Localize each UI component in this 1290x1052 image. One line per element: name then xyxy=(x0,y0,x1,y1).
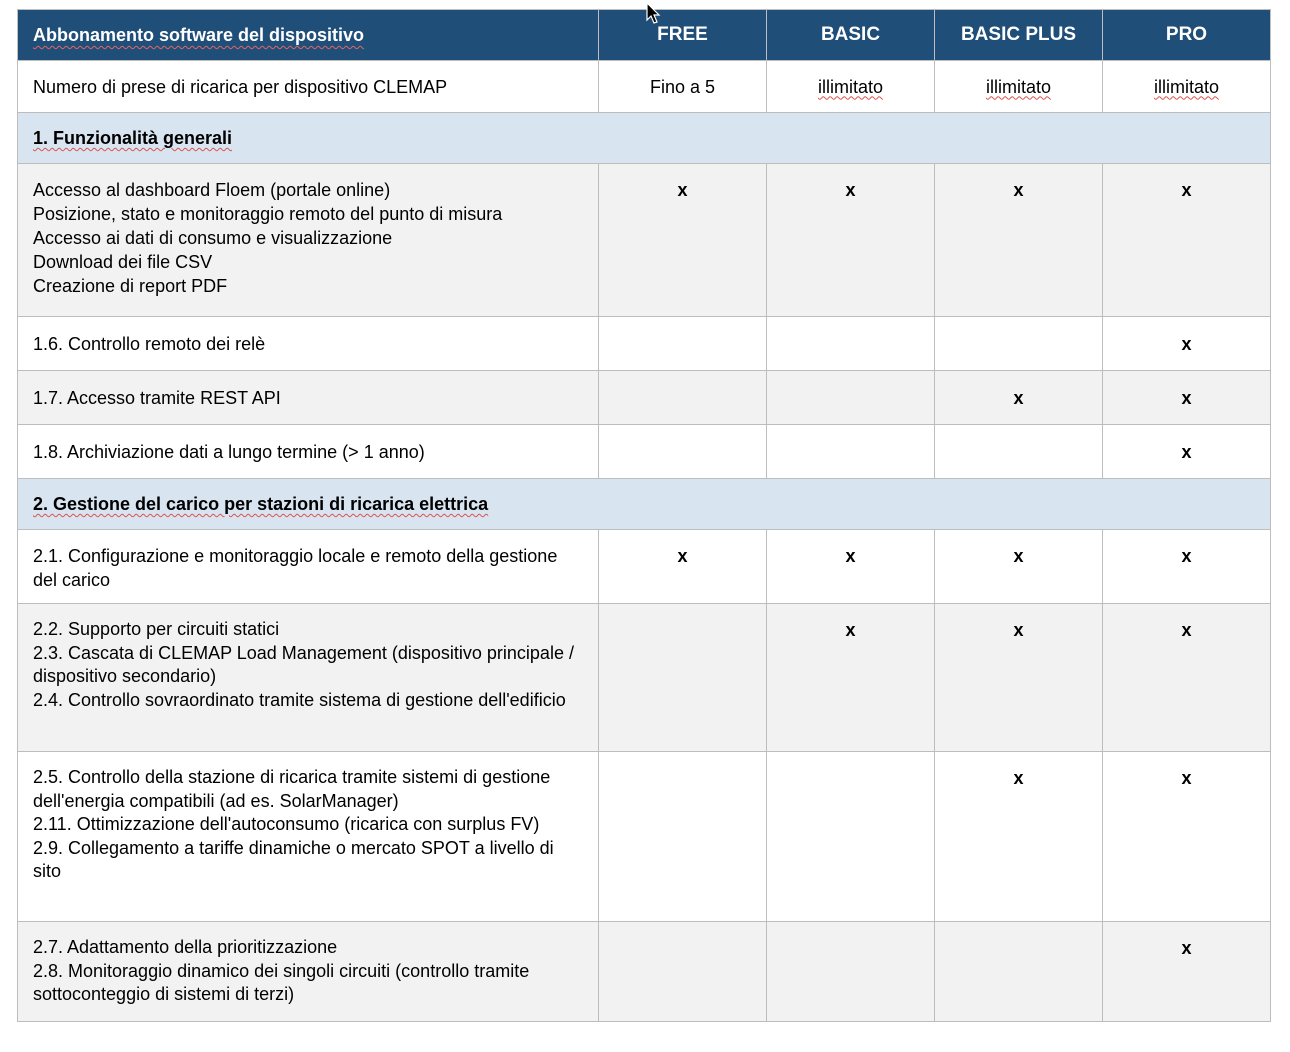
check-mark: x xyxy=(767,164,935,317)
row-label: 2.1. Configurazione e monitoraggio locale e remoto della gestione del carico xyxy=(18,530,599,604)
check-mark xyxy=(767,922,935,1022)
cell-value: illimitato xyxy=(935,61,1103,113)
table-row xyxy=(18,425,1271,479)
table-row xyxy=(18,164,1271,317)
check-mark: x xyxy=(935,530,1103,604)
check-mark: x xyxy=(935,604,1103,752)
table-row xyxy=(18,752,1271,922)
section-title: 2. Gestione del carico per stazioni di ricarica elettrica xyxy=(18,479,1271,530)
check-mark: x xyxy=(935,371,1103,425)
check-mark: x xyxy=(935,164,1103,317)
table-row xyxy=(18,61,1271,113)
check-mark xyxy=(767,425,935,479)
feature-line: 2.4. Controllo sovraordinato tramite sistema di gestione dell'edificio xyxy=(33,689,566,710)
check-mark xyxy=(599,752,767,922)
check-mark xyxy=(599,371,767,425)
check-mark: x xyxy=(767,604,935,752)
row-label: 1.6. Controllo remoto dei relè xyxy=(18,317,599,371)
section-title: 1. Funzionalità generali xyxy=(18,113,1271,164)
check-mark xyxy=(935,425,1103,479)
table-title: Abbonamento software del dispositivo xyxy=(18,10,599,61)
feature-line: 2.9. Collegamento a tariffe dinamiche o mercato SPOT a livello di sito xyxy=(33,837,554,881)
feature-line: Accesso al dashboard Floem (portale online) xyxy=(33,180,391,200)
table-row xyxy=(18,530,1271,604)
check-mark: x xyxy=(1103,371,1271,425)
check-mark: x xyxy=(1103,530,1271,604)
cell-value: Fino a 5 xyxy=(599,61,767,113)
plan-basic-header: BASIC xyxy=(767,10,935,61)
check-mark: x xyxy=(1103,317,1271,371)
feature-line: Download dei file CSV xyxy=(33,252,213,272)
cell-value: illimitato xyxy=(1103,61,1271,113)
check-mark xyxy=(599,922,767,1022)
feature-line: 2.3. Cascata di CLEMAP Load Management (dispositivo principale / dispositivo secondario) xyxy=(33,642,574,686)
check-mark xyxy=(599,604,767,752)
feature-line: 2.11. Ottimizzazione dell'autoconsumo (ricarica con surplus FV) xyxy=(33,814,540,834)
check-mark xyxy=(599,425,767,479)
row-label: 1.8. Archiviazione dati a lungo termine (> 1 anno) xyxy=(18,425,599,479)
row-label xyxy=(18,922,599,1022)
feature-line: Accesso ai dati di consumo e visualizzazione xyxy=(33,228,393,248)
mouse-cursor-icon xyxy=(646,2,662,26)
check-mark: x xyxy=(1103,164,1271,317)
plan-pro-header: PRO xyxy=(1103,10,1271,61)
check-mark xyxy=(935,317,1103,371)
cell-value: illimitato xyxy=(767,61,935,113)
plan-basic-plus-header: BASIC PLUS xyxy=(935,10,1103,61)
check-mark: x xyxy=(599,530,767,604)
section-row xyxy=(18,113,1271,164)
table-row xyxy=(18,317,1271,371)
check-mark: x xyxy=(935,752,1103,922)
check-mark: x xyxy=(1103,425,1271,479)
table-row xyxy=(18,604,1271,752)
subscription-table xyxy=(17,9,1271,1022)
row-label: Numero di prese di ricarica per dispositivo CLEMAP xyxy=(18,61,599,113)
table-row xyxy=(18,371,1271,425)
check-mark: x xyxy=(1103,922,1271,1022)
row-label xyxy=(18,164,599,317)
check-mark: x xyxy=(1103,752,1271,922)
feature-line: Posizione, stato e monitoraggio remoto del punto di misura xyxy=(33,204,503,224)
feature-line: 2.2. Supporto per circuiti statici xyxy=(33,619,280,639)
row-label xyxy=(18,604,599,752)
feature-line: Creazione di report PDF xyxy=(33,276,228,296)
check-mark xyxy=(599,317,767,371)
check-mark xyxy=(767,317,935,371)
check-mark xyxy=(767,371,935,425)
section-row xyxy=(18,479,1271,530)
check-mark xyxy=(767,752,935,922)
feature-line: 2.8. Monitoraggio dinamico dei singoli circuiti (controllo tramite sottoconteggio di sistemi di terzi) xyxy=(33,960,530,1004)
row-label: 1.7. Accesso tramite REST API xyxy=(18,371,599,425)
plan-free-header: FREE xyxy=(599,10,767,61)
row-label xyxy=(18,752,599,922)
check-mark: x xyxy=(1103,604,1271,752)
table-row xyxy=(18,922,1271,1022)
header-row xyxy=(18,10,1271,61)
feature-line: 2.7. Adattamento della prioritizzazione xyxy=(33,937,338,957)
feature-line: 2.5. Controllo della stazione di ricarica tramite sistemi di gestione dell'energia compatibili (ad es. SolarManager) xyxy=(33,767,551,811)
check-mark: x xyxy=(767,530,935,604)
check-mark xyxy=(935,922,1103,1022)
check-mark: x xyxy=(599,164,767,317)
